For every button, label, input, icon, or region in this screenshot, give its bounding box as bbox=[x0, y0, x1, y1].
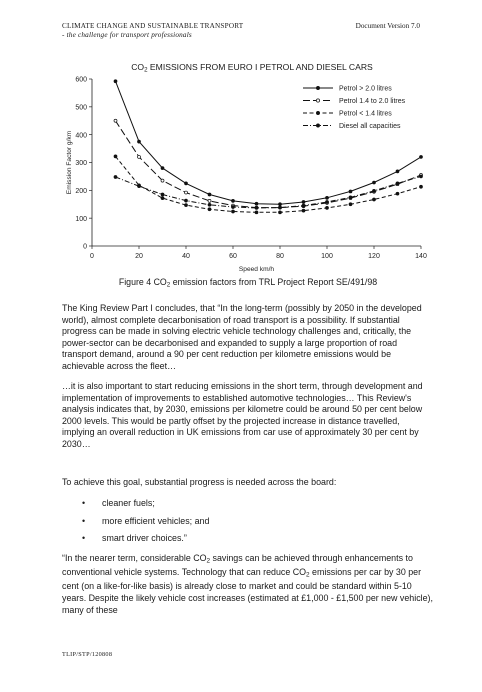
y-tick-label: 600 bbox=[75, 76, 87, 84]
data-point bbox=[326, 196, 329, 199]
data-point bbox=[208, 208, 211, 211]
chart-legend bbox=[303, 86, 406, 131]
data-point bbox=[208, 199, 211, 202]
data-point bbox=[138, 185, 141, 188]
data-point bbox=[373, 181, 376, 184]
y-tick-label: 200 bbox=[75, 187, 87, 195]
y-axis-label: Emission Factor g/km bbox=[66, 130, 73, 195]
data-point bbox=[185, 204, 188, 207]
data-point bbox=[420, 185, 423, 188]
data-point bbox=[396, 170, 399, 173]
list-item: • more efficient vehicles; and bbox=[82, 516, 209, 534]
legend-label: Petrol > 2.0 litres bbox=[339, 85, 392, 93]
legend-marker bbox=[316, 124, 319, 127]
data-point bbox=[208, 193, 211, 196]
data-point bbox=[161, 193, 164, 196]
data-point bbox=[326, 206, 329, 209]
data-point bbox=[255, 206, 258, 209]
data-point bbox=[302, 201, 305, 204]
legend-marker bbox=[316, 111, 319, 114]
series-2 bbox=[114, 119, 423, 209]
paragraph-king-review: The King Review Part I concludes, that “In the long-term (possibly by 2050 in the developed world), almost complete decarbonisation of road transport is a possibility. If substantial progress can be made in solving electric vehicle technology challenges and, critically, the power-sector can be decarbonised and expanded to supply a large proportion of road transport demand, around a 90 per cent reduction per kilometre emissions would be achievable across the fleet… bbox=[62, 303, 422, 371]
data-point bbox=[396, 182, 399, 185]
x-tick-label: 40 bbox=[182, 253, 190, 260]
data-point bbox=[349, 203, 352, 206]
data-point bbox=[138, 140, 141, 143]
chart-axes bbox=[66, 77, 427, 273]
data-point bbox=[326, 201, 329, 204]
data-point bbox=[232, 210, 235, 213]
x-tick-label: 120 bbox=[368, 253, 380, 260]
data-point bbox=[185, 191, 188, 194]
data-point bbox=[138, 155, 141, 158]
data-point bbox=[255, 211, 258, 214]
data-point bbox=[255, 202, 258, 205]
data-point bbox=[396, 192, 399, 195]
y-tick-label: 300 bbox=[75, 160, 87, 168]
y-tick-label: 100 bbox=[75, 215, 87, 223]
data-point bbox=[114, 119, 117, 122]
data-point bbox=[349, 196, 352, 199]
list-item: • cleaner fuels; bbox=[82, 498, 209, 516]
data-point bbox=[279, 206, 282, 209]
data-point bbox=[161, 197, 164, 200]
legend-marker bbox=[316, 99, 319, 102]
data-point bbox=[114, 175, 117, 178]
data-point bbox=[279, 203, 282, 206]
data-point bbox=[161, 167, 164, 170]
legend-label: Petrol < 1.4 litres bbox=[339, 110, 392, 118]
y-tick-label: 500 bbox=[75, 104, 87, 112]
data-point bbox=[420, 155, 423, 158]
data-point bbox=[302, 204, 305, 207]
data-point bbox=[279, 211, 282, 214]
header-title-line2: - the challenge for transport professionals bbox=[62, 31, 192, 39]
y-tick-label: 400 bbox=[75, 132, 87, 140]
x-axis-label: Speed km/h bbox=[238, 266, 275, 273]
series-3 bbox=[114, 155, 423, 214]
list-item: • smart driver choices.” bbox=[82, 533, 209, 551]
data-point bbox=[420, 175, 423, 178]
data-point bbox=[114, 155, 117, 158]
data-point bbox=[349, 190, 352, 193]
header-title-line1: CLIMATE CHANGE AND SUSTAINABLE TRANSPORT bbox=[62, 22, 244, 30]
legend-label: Diesel all capacities bbox=[339, 123, 401, 130]
data-point bbox=[373, 198, 376, 201]
chart-title: $CO_2$ EMISSIONS FROM EURO I PETROL AND DIESEL CARS bbox=[131, 62, 373, 74]
goal-bullet-list bbox=[82, 498, 209, 551]
paragraph-short-term: …it is also important to start reducing emissions in the short term, through development and implementation of improvements to established automotive technologies… This Review's analysis indicates that, by 2030, emissions per kilometre could be around 50 per cent below 2000 levels. This would be partly offset by the projected increase in distance travelled, implying an overall reduction in UK emissions from car use of approximately 30 per cent by 2030… bbox=[62, 381, 423, 449]
figure-caption: Figure 4 $CO_2$ emission factors from TRL Project Report SE/491/98 bbox=[118, 277, 378, 289]
legend-marker bbox=[316, 86, 319, 89]
x-tick-label: 20 bbox=[135, 253, 143, 260]
paragraph-nearer-term: “In the nearer term, considerable $CO_2$ savings can be achieved through enhancements to conventional vehicle systems. Technology that can reduce $CO_2$ emissions per car by 30 per cent (on a like-for-like basis) is already close to market and could be standard within 5-10 years. Despite the likely vehicle cost increases (estimated at £1,000 - £1,500 per new vehicle), many of these bbox=[62, 553, 433, 615]
data-point bbox=[161, 179, 164, 182]
data-point bbox=[232, 199, 235, 202]
paragraph-goal: To achieve this goal, substantial progress is needed across the board: bbox=[62, 477, 337, 487]
data-point bbox=[185, 199, 188, 202]
data-point bbox=[302, 209, 305, 212]
legend-label: Petrol 1.4 to 2.0 litres bbox=[339, 98, 406, 105]
data-point bbox=[373, 189, 376, 192]
y-tick-label: 0 bbox=[83, 243, 87, 251]
x-tick-label: 80 bbox=[276, 253, 284, 260]
data-point bbox=[185, 182, 188, 185]
data-point bbox=[232, 206, 235, 209]
x-tick-label: 0 bbox=[90, 253, 94, 260]
x-tick-label: 60 bbox=[229, 253, 237, 260]
data-point bbox=[114, 80, 117, 83]
document-footer-code: TLIP/STP/120808 bbox=[62, 651, 113, 658]
data-point bbox=[208, 203, 211, 206]
x-tick-label: 140 bbox=[415, 253, 427, 260]
document-version: Document Version 7.0 bbox=[355, 22, 420, 30]
x-tick-label: 100 bbox=[321, 253, 333, 260]
